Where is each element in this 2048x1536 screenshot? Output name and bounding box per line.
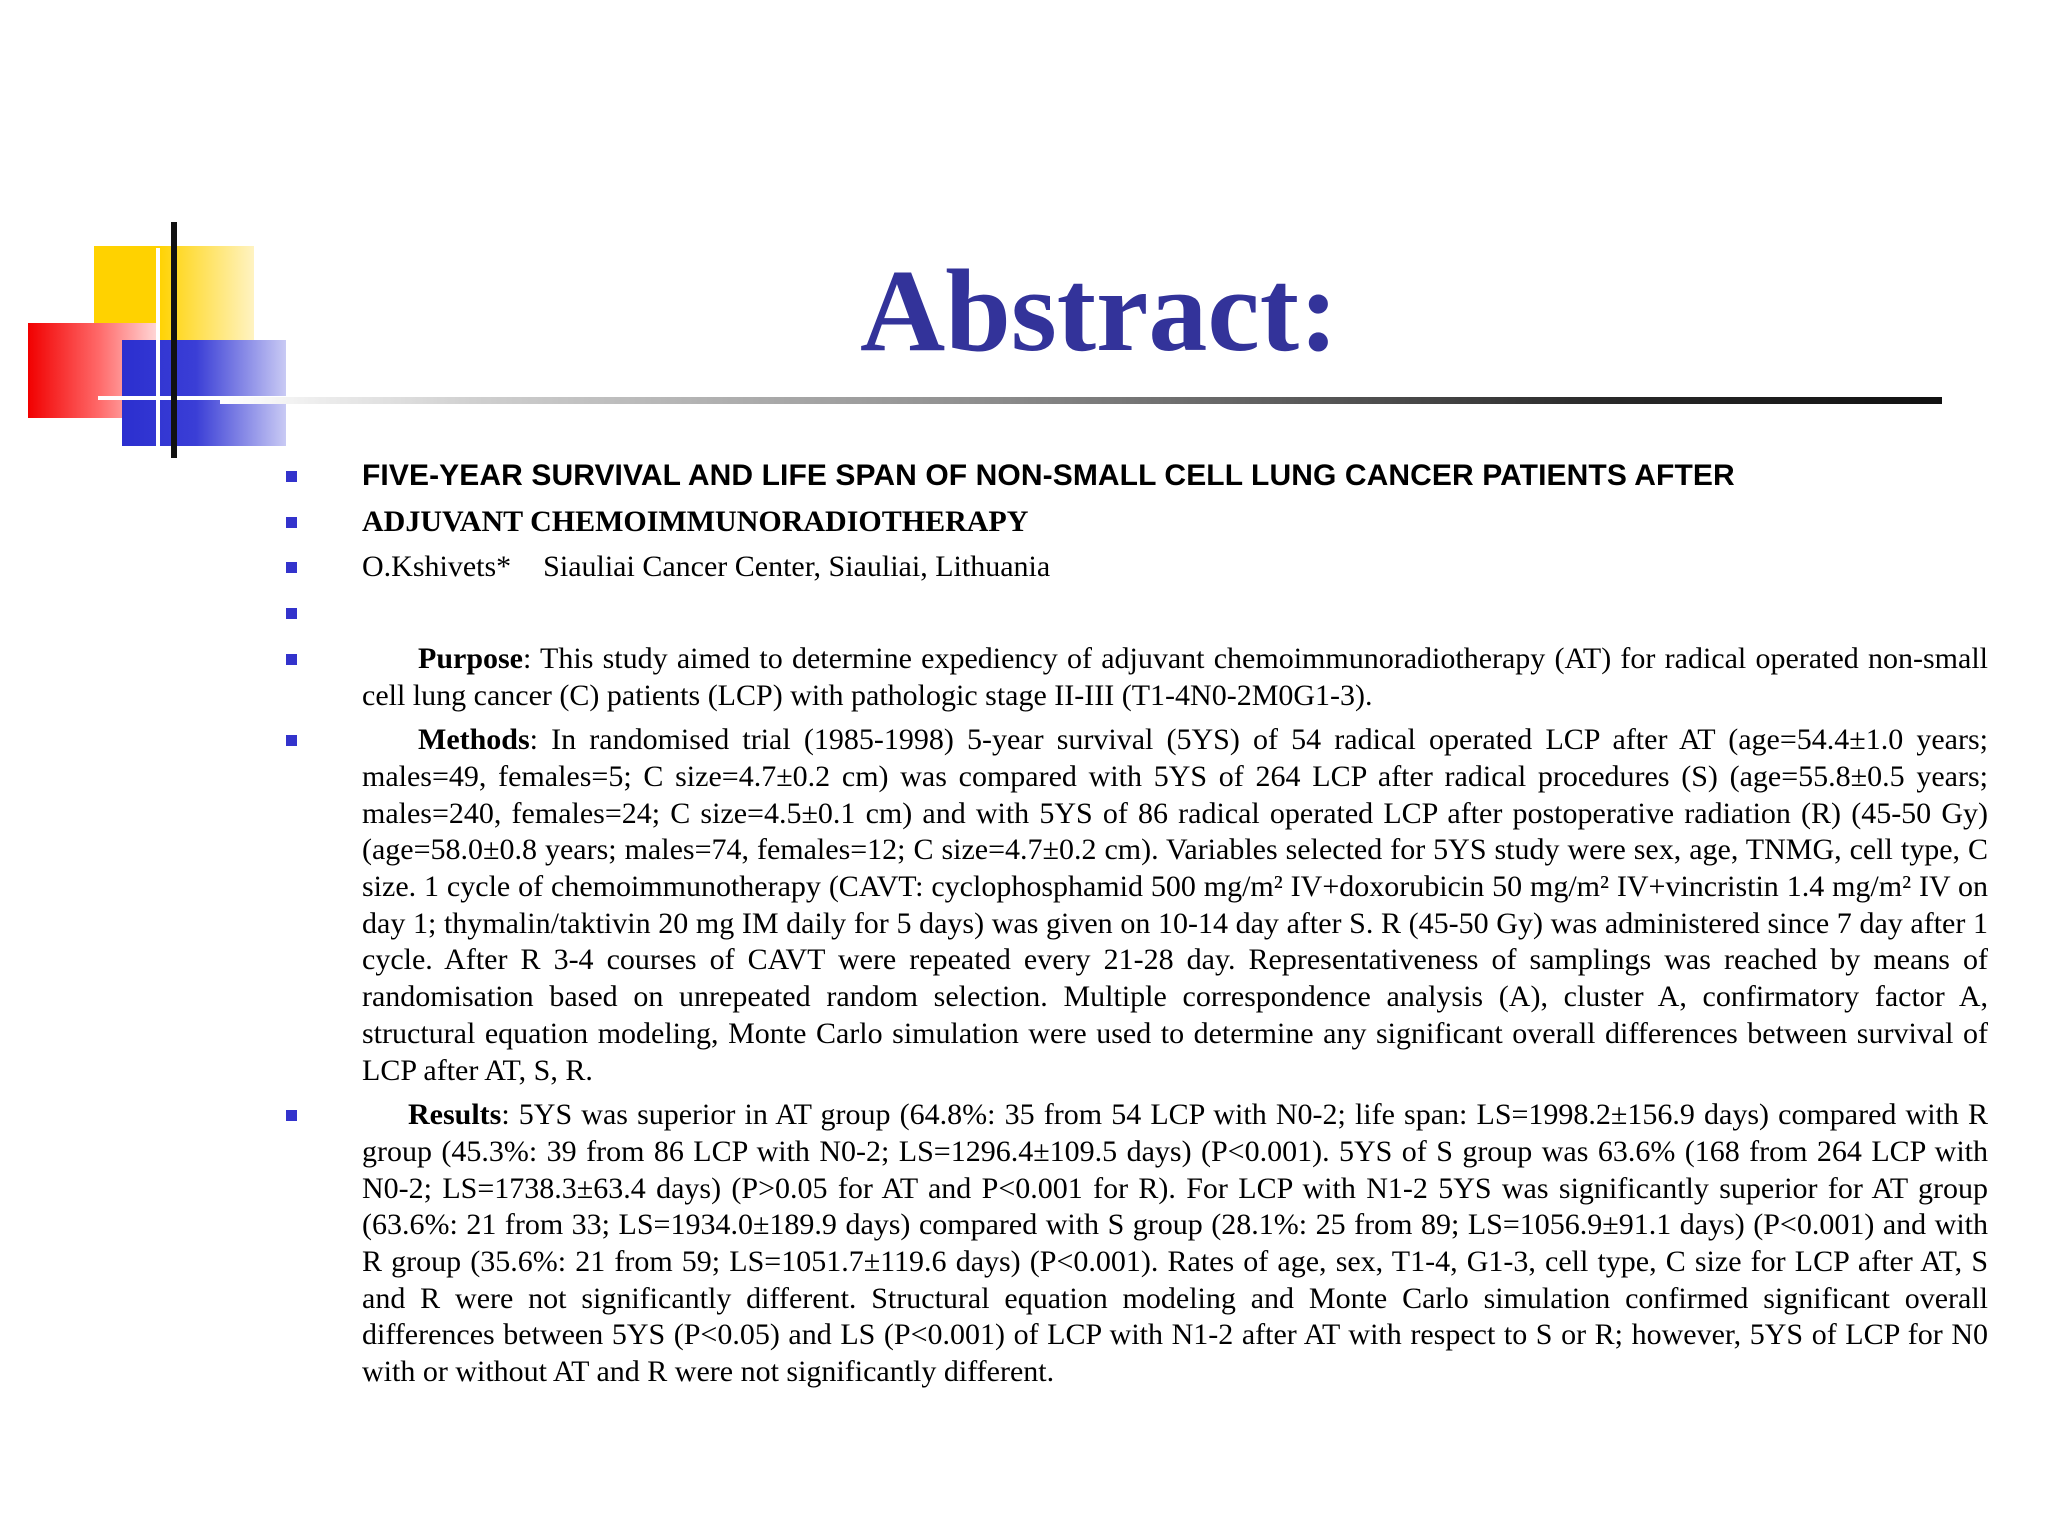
square-bullet-icon — [286, 608, 297, 619]
author-affiliation: Siauliai Cancer Center, Siauliai, Lithuania — [543, 550, 1051, 584]
results-text: : 5YS was superior in AT group (64.8%: 35 from 54 LCP with N0-2; life span: LS=1998.2±156.9 days) compared with R group (45.3%: 39 from 86 LCP with N0-2; LS=1296.4±109.5 days) (P<0.001). 5YS of S group was 63.6% (168 from 264 LCP with N0-2; LS=1738.3±63.4 days) (P>0.05 for AT and P<0.001 for R). For LCP with N1-2 5YS was significantly superior for AT group (63.6%: 21 from 33; LS=1934.0±189.9 days) compared with S group (28.1%: 25 from 89; LS=1056.9±91.1 days) (P<0.001) and with R group (35.6%: 21 from 59; LS=1051.7±119.6 days) (P<0.001). Rates of age, sex, T1-4, G1-3, cell type, C size for LCP after AT, S and R were not significantly different. Structural equation modeling and Monte Carlo simulation confirmed significant overall differences between 5YS (P<0.05) and LS (P<0.001) of LCP with N1-2 after AT with respect to S or R; however, 5YS of LCP for N0 with or without AT and R were not significantly different. — [362, 1098, 1988, 1389]
list-item-methods — [286, 722, 1988, 1089]
square-bullet-icon — [286, 654, 297, 665]
results-label: Results — [408, 1098, 502, 1132]
square-bullet-icon — [286, 1110, 297, 1121]
decorative-white-vertical-line — [156, 248, 160, 448]
list-item-paper-title-1 — [286, 458, 1988, 495]
list-item-author — [286, 549, 1988, 586]
decorative-blue-square — [122, 340, 286, 446]
methods-label: Methods — [418, 723, 530, 757]
paper-title-line1: FIVE-YEAR SURVIVAL AND LIFE SPAN OF NON-SMALL CELL LUNG CANCER PATIENTS AFTER — [362, 459, 1735, 492]
paper-title-line2: ADJUVANT CHEMOIMMUNORADIOTHERAPY — [362, 504, 1029, 538]
list-item-results — [286, 1097, 1988, 1391]
square-bullet-icon — [286, 562, 297, 573]
title-divider — [220, 397, 1942, 404]
list-item-paper-title-2 — [286, 504, 1988, 541]
abstract-content — [286, 458, 1988, 1391]
methods-text: : In randomised trial (1985-1998) 5-year survival (5YS) of 54 radical operated LCP after AT (age=54.4±1.0 years; males=49, females=5; C size=4.7±0.2 cm) was compared with 5YS of 264 LCP after radical procedures (S) (age=55.8±0.5 years; males=240, females=24; C size=4.5±0.1 cm) and with 5YS of 86 radical operated LCP after postoperative radiation (R) (45-50 Gy) (age=58.0±0.8 years; males=74, females=12; C size=4.7±0.2 cm). Variables selected for 5YS study were sex, age, TNMG, cell type, C size. 1 cycle of chemoimmunotherapy (CAVT: cyclophosphamid 500 mg/m² IV+doxorubicin 50 mg/m² IV+vincristin 1.4 mg/m² IV on day 1; thymalin/taktivin 20 mg IM daily for 5 days) was given on 10-14 day after S. R (45-50 Gy) was administered since 7 day after 1 cycle. After R 3-4 courses of CAVT were repeated every 21-28 day. Representativeness of samplings was reached by means of randomisation based on unrepeated random selection. Multiple correspondence analysis (A), cluster A, confirmatory factor A, structural equation modeling, Monte Carlo simulation were used to determine any significant overall differences between survival of LCP after AT, S, R. — [362, 723, 1988, 1087]
list-item-empty — [286, 595, 1988, 632]
square-bullet-icon — [286, 471, 297, 482]
list-item-purpose — [286, 641, 1988, 714]
purpose-label: Purpose — [418, 641, 523, 675]
square-bullet-icon — [286, 517, 297, 528]
author-name: O.Kshivets* — [362, 550, 512, 584]
purpose-text: : This study aimed to determine expediency of adjuvant chemoimmunoradiotherapy (AT) for radical operated non-small cell lung cancer (C) patients (LCP) with pathologic stage II-III (T1-4N0-2M0G1-3). — [362, 641, 1988, 712]
square-bullet-icon — [286, 735, 297, 746]
decorative-black-vertical-line — [171, 222, 177, 458]
slide-title: Abstract: — [860, 245, 1339, 376]
